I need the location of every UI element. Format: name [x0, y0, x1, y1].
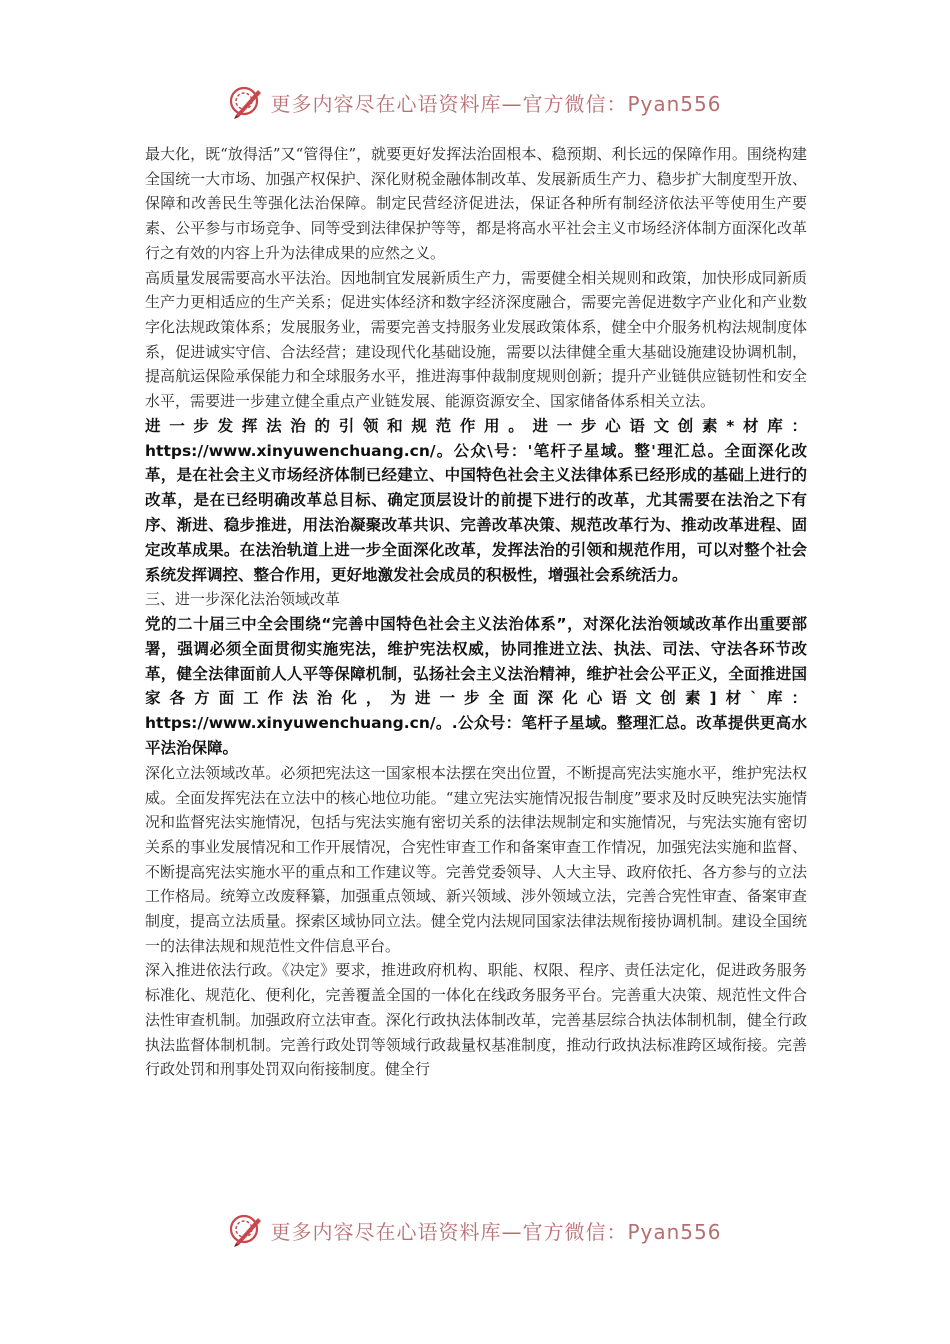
pen-logo-icon	[228, 1212, 264, 1248]
paragraph: 高质量发展需要高水平法治。因地制宜发展新质生产力，需要健全相关规则和政策，加快形成同新质生产力更相适应的生产关系；促进实体经济和数字经济深度融合，需要完善促进数字产业化和产业数字化法规政策体系；发展服务业，需要完善支持服务业发展政策体系，健全中介服务机构法规制度体系，促进诚实守信、合法经营；建设现代化基础设施，需要以法律健全重大基础设施建设协调机制，提高航运保险承保能力和全球服务水平，推进海事仲裁制度规则创新；提升产业链供应链韧性和安全水平，需要进一步建立健全重点产业链发展、能源资源安全、国家储备体系相关立法。	[145, 268, 807, 411]
banner-text: 更多内容尽在心语资料库—官方微信：Pyan556	[270, 1219, 722, 1244]
document-body	[145, 142, 807, 1082]
paragraph: 深化立法领域改革。必须把宪法这一国家根本法摆在突出位置，不断提高宪法实施水平，维护宪法权威。全面发挥宪法在立法中的核心地位功能。“建立宪法实施情况报告制度”要求及时反映宪法实施情况和监督宪法实施情况，包括与宪法实施有密切关系的法律法规制定和实施情况，与宪法实施有密切关系的事业发展情况和工作开展情况，合宪性审查工作和备案审查工作情况，加强宪法实施和监督、不断提高宪法实施水平的重点和工作建议等。完善党委领导、人大主导、政府依托、各方参与的立法工作格局。统筹立改废释纂，加强重点领域、新兴领域、涉外领域立法，完善合宪性审查、备案审查制度，提高立法质量。探索区域协同立法。健全党内法规同国家法律法规衔接协调机制。建设全国统一的法律法规和规范性文件信息平台。	[145, 763, 807, 955]
paragraph: 最大化，既“放得活”又“管得住”，就要更好发挥法治固根本、稳预期、利长远的保障作用。围绕构建全国统一大市场、加强产权保护、深化财税金融体制改革、发展新质生产力、稳步扩大制度型开放、保障和改善民生等强化法治保障。制定民营经济促进法，保证各种所有制经济依法平等使用生产要素、公平参与市场竞争、同等受到法律保护等等，都是将高水平社会主义市场经济体制方面深化改革行之有效的内容上升为法律成果的应然之义。	[145, 145, 807, 262]
paragraph-bold: 党的二十届三中全会围绕“完善中国特色社会主义法治体系”，对深化法治领域改革作出重要部署，强调必须全面贯彻实施宪法，维护宪法权威，协同推进立法、执法、司法、守法各环节改革，健全法律面前人人平等保障机制，弘扬社会主义法治精神，维护社会公平正义，全面推进国家各方面工作法治化，为进一步全面深化心语文创素]材`库：https://www.xinyuwenchuang.cn/。.公众号：笔杆子星域。整理汇总。改革提供更高水平法治保障。	[145, 615, 807, 757]
pen-logo-icon	[228, 84, 264, 120]
header-watermark-banner	[0, 82, 950, 122]
section-heading: 三、进一步深化法治领域改革	[145, 590, 341, 609]
footer-watermark-banner	[0, 1210, 950, 1250]
paragraph-bold: 进一步发挥法治的引领和规范作用。进一步心语文创素*材库：https://www.xinyuwenchuang.cn/。公众\号：'笔杆子星域。整'理汇总。全面深化改革，是在社会主义市场经济体制已经建立、中国特色社会主义法律体系已经形成的基础上进行的改革，是在已经明确改革总目标、确定顶层设计的前提下进行的改革，尤其需要在法治之下有序、渐进、稳步推进，用法治凝聚改革共识、完善改革决策、规范改革行为、推动改革进程、固定改革成果。在法治轨道上进一步全面深化改革，发挥法治的引领和规范作用，可以对整个社会系统发挥调控、整合作用，更好地激发社会成员的积极性，增强社会系统活力。	[145, 416, 807, 584]
banner-text: 更多内容尽在心语资料库—官方微信：Pyan556	[270, 91, 722, 116]
paragraph: 深入推进依法行政。《决定》要求，推进政府机构、职能、权限、程序、责任法定化，促进政务服务标准化、规范化、便利化，完善覆盖全国的一体化在线政务服务平台。完善重大决策、规范性文件合法性审查机制。加强政府立法审查。深化行政执法体制改革，完善基层综合执法体制机制，健全行政执法监督体制机制。完善行政处罚等领域行政裁量权基准制度，推动行政执法标准跨区域衔接。完善行政处罚和刑事处罚双向衔接制度。健全行	[145, 961, 807, 1079]
